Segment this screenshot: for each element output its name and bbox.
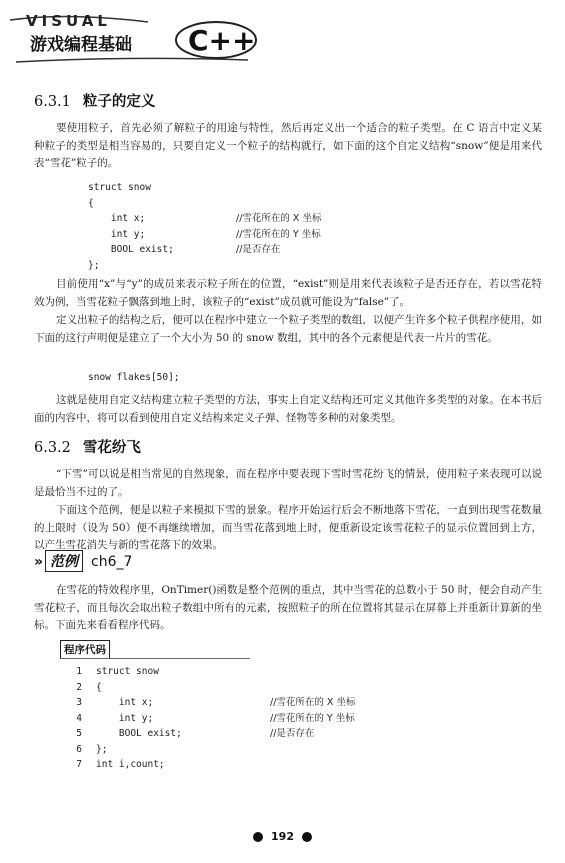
header-series: VISUAL [26,12,111,30]
paragraph: 下面这个范例，便是以粒子来模拟下雪的景象。程序开始运行后会不断地落下雪花，一直到出现雪花数量的上限时（设为 50）便不再继续增加，而当雪花落到地上时，便重新设定该雪花粒子的显示位置回到上方，以产生雪花消失与新的雪花落下的效果。 [34,504,542,551]
program-code-rule [60,658,250,659]
section-title: 雪花纷飞 [82,439,141,456]
code-text: BOOL exist; [88,244,174,255]
code-line [88,227,321,243]
paragraph: 这就是使用自定义结构建立粒子类型的方法，事实上自定义结构还可定义其他许多类型的对象。在本书后面的内容中，将可以看到使用自定义结构来定义子弹、怪物等多种的对象类型。 [34,394,542,424]
code-comment: //是否存在 [270,728,315,739]
code-line [60,711,355,727]
header-language: C++ [188,24,256,57]
code-line [88,211,322,227]
code-line [60,664,182,680]
code-line-number: 4 [76,712,82,724]
code-line-number: 5 [76,728,82,739]
code-line [60,680,182,696]
code-text: int y; [88,228,146,240]
section-number: 6.3.2 [34,440,71,456]
code-text: }; [96,743,108,755]
code-text: struct snow [88,182,151,193]
code-line [88,242,281,258]
section-title: 粒子的定义 [82,93,156,110]
double-chevron-icon: » [34,554,44,570]
code-comment: //是否存在 [236,244,281,255]
section-heading [34,436,141,457]
code-line [60,757,182,773]
paragraph: 在雪花的特效程序里，OnTimer()函数是整个范例的重点，其中当雪花的总数小于 50 时，便会自动产生雪花粒子，而且每次会取出粒子数组中所有的元素，按照粒子的所在位置将其显示在屏幕上并重新计算新的坐标。下面先来看看程序代码。 [34,584,542,631]
code-declaration: snow flakes[50]; [88,372,180,383]
bullet-dot-icon [302,832,312,842]
paragraph: 要使用粒子，首先必须了解粒子的用途与特性，然后再定义出一个适合的粒子类型。在 C 语言中定义某种粒子的类型是相当容易的，只要自定义一个粒子的结构就行，如下面的这个自定义结构“snow”便是用来代表“雪花”粒子的。 [34,122,542,169]
section-number: 6.3.1 [34,94,71,110]
code-text: int x; [88,213,146,224]
code-line-number: 6 [76,743,82,755]
code-comment: //雪花所在的 X 坐标 [236,213,322,224]
page-footer [0,830,565,843]
code-comment: //雪花所在的 Y 坐标 [270,712,355,724]
code-block [88,180,322,273]
example-label-box: 范例 [45,550,83,572]
program-code-label: 程序代码 [60,640,110,659]
paragraph: 定义出粒子的结构之后，便可以在程序中建立一个粒子类型的数组，以便产生许多个粒子供程序使用，如下面的这行声明便是建立了一个大小为 50 的 snow 数组，其中的各个元素便是代表一片片的雪花。 [34,314,542,344]
code-text: int y; [96,712,154,724]
numbered-code-block [60,664,356,773]
page-number: 192 [271,830,294,843]
code-comment: //雪花所在的 Y 坐标 [236,228,321,240]
header-book-title: 游戏编程基础 [30,35,132,55]
code-line-number: 7 [76,759,82,770]
code-line-number: 3 [76,697,82,708]
example-heading [34,550,132,572]
code-comment: //雪花所在的 X 坐标 [270,697,356,708]
code-line [60,695,356,711]
bullet-dot-icon [253,832,263,842]
paragraph: “下雪”可以说是相当常见的自然现象，而在程序中要表现下雪时雪花纷飞的情景，使用粒子来表现可以说是最恰当不过的了。 [34,468,542,498]
code-text: struct snow [96,666,159,677]
code-line [88,180,174,196]
code-line [88,196,174,212]
code-line-number: 1 [76,666,82,677]
code-line-number: 2 [76,681,82,693]
code-text: { [96,681,102,693]
code-text: }; [88,259,100,271]
code-text: int i,count; [96,759,165,770]
code-text: int x; [96,697,154,708]
book-header [8,10,258,66]
code-text: { [88,197,94,209]
code-line [60,726,315,742]
code-line [88,258,174,274]
example-name: ch6_7 [91,554,133,570]
code-text: BOOL exist; [96,728,182,739]
code-line [60,742,182,758]
paragraph: 目前使用“x”与“y”的成员来表示粒子所在的位置，“exist”则是用来代表该粒子是否还存在，若以雪花特效为例，当雪花粒子飘落到地上时，该粒子的“exist”成员就可能设为“false”了。 [34,278,542,308]
section-heading [34,90,155,111]
